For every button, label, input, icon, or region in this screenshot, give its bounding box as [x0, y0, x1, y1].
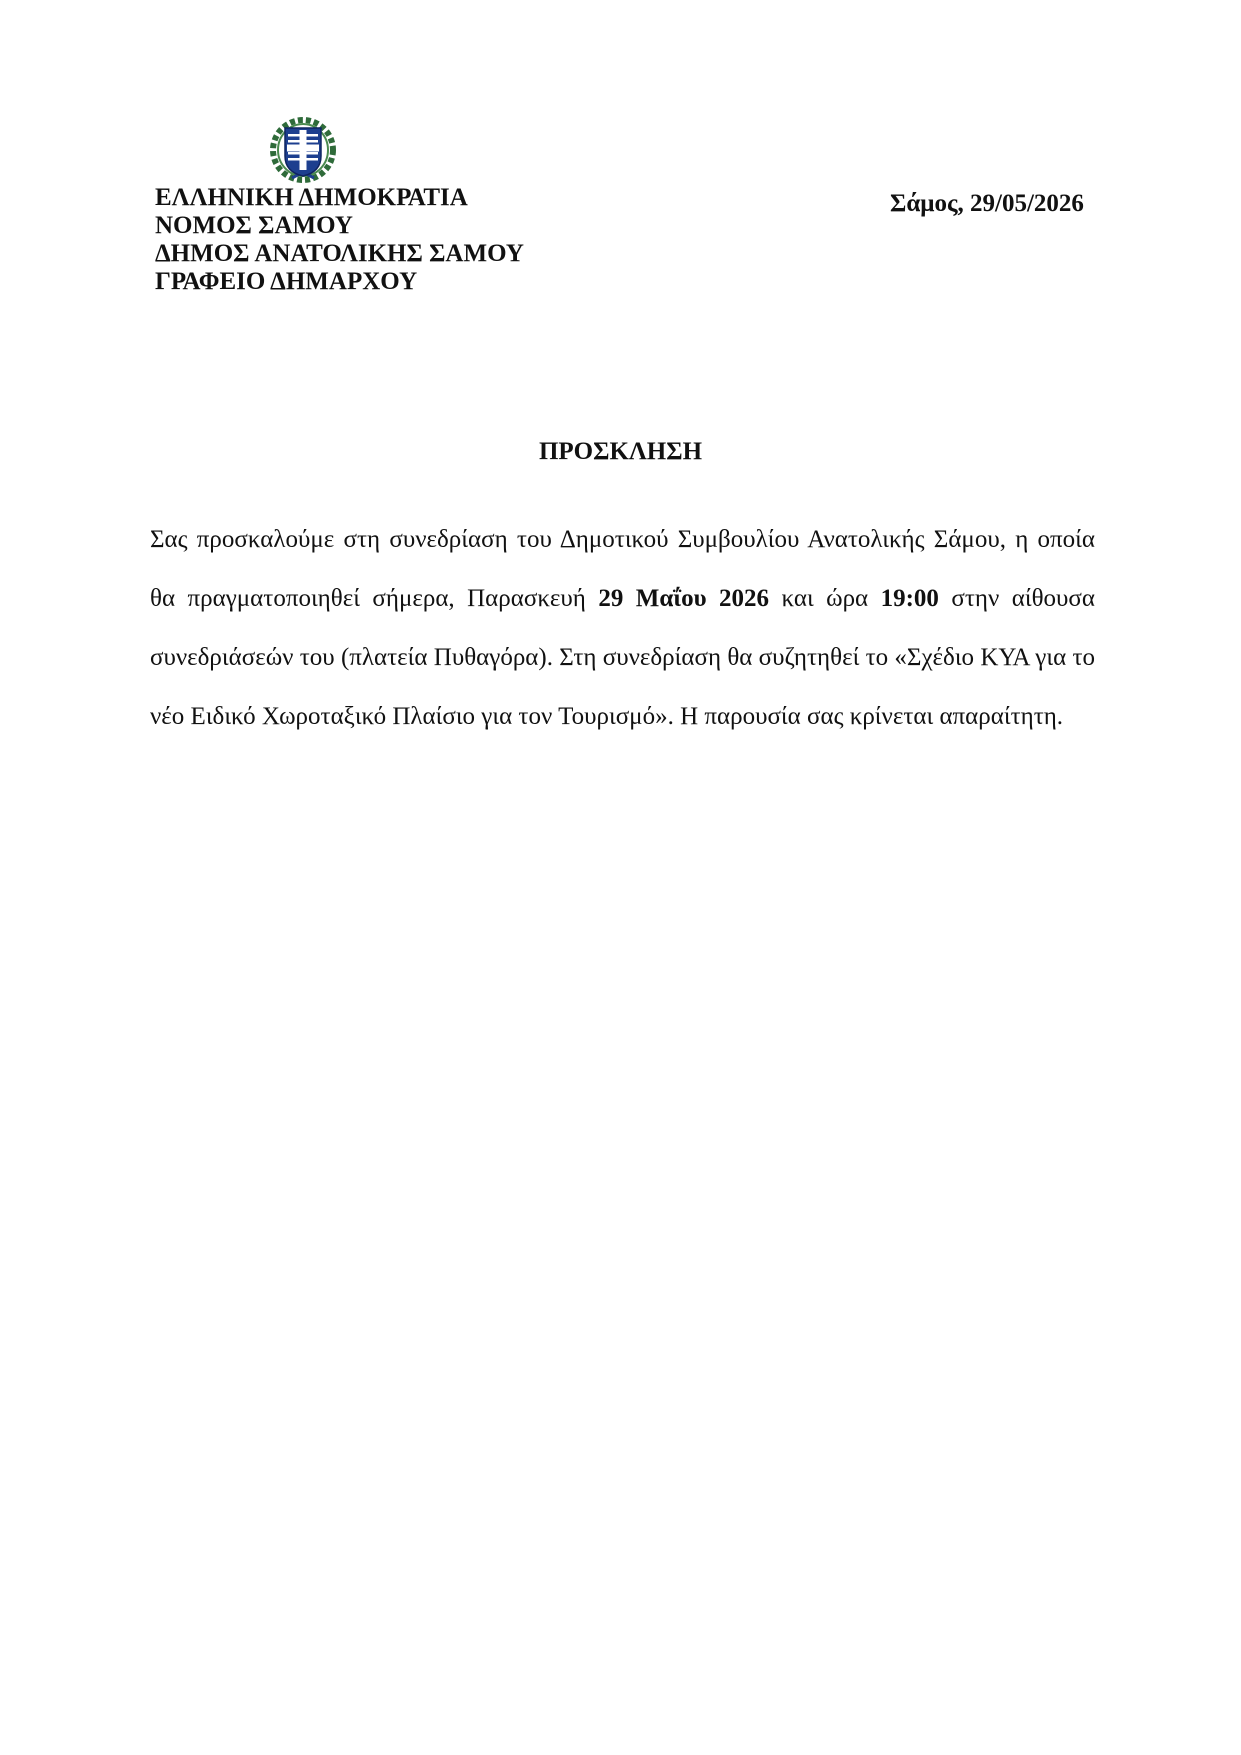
issuer-header [155, 184, 524, 296]
meeting-time: 19:00 [880, 585, 939, 612]
meeting-date: 29 Μαΐου 2026 [598, 585, 770, 612]
header-line-republic: ΕΛΛΗΝΙΚΗ ΔΗΜΟΚΡΑΤΙΑ [155, 184, 468, 211]
header-line-prefecture: ΝΟΜΟΣ ΣΑΜΟΥ [155, 212, 353, 239]
place-date: Σάμος, 29/05/2026 [890, 190, 1084, 217]
header-line-municipality: ΔΗΜΟΣ ΑΝΑΤΟΛΙΚΗΣ ΣΑΜΟΥ [155, 240, 524, 267]
body-text-part2: και ώρα [769, 585, 881, 612]
emblem-graphic [268, 114, 338, 184]
document-title: ΠΡΟΣΚΛΗΣΗ [538, 438, 703, 465]
body-text-part1: Σας προσκαλούμε στη συνεδρίαση του Δημοτικού Συμβουλίου Ανατολικής Σάμου, η οποία θα πραγματοποιηθεί σήμερα, Παρασκευή [150, 526, 1095, 612]
header-line-office: ΓΡΑΦΕΙΟ ΔΗΜΑΡΧΟΥ [155, 268, 418, 295]
body-text-part3: στην αίθουσα συνεδριάσεών του (πλατεία Πυθαγόρα). Στη συνεδρίαση θα συζητηθεί το «Σχέδιο ΚΥΑ για το νέο Ειδικό Χωροταξικό Πλαίσιο για τον Τουρισμό». Η παρουσία σας κρίνεται απαραίτητη. [150, 585, 1095, 730]
invitation-body [150, 510, 1095, 746]
greek-coat-of-arms-icon [268, 114, 338, 184]
